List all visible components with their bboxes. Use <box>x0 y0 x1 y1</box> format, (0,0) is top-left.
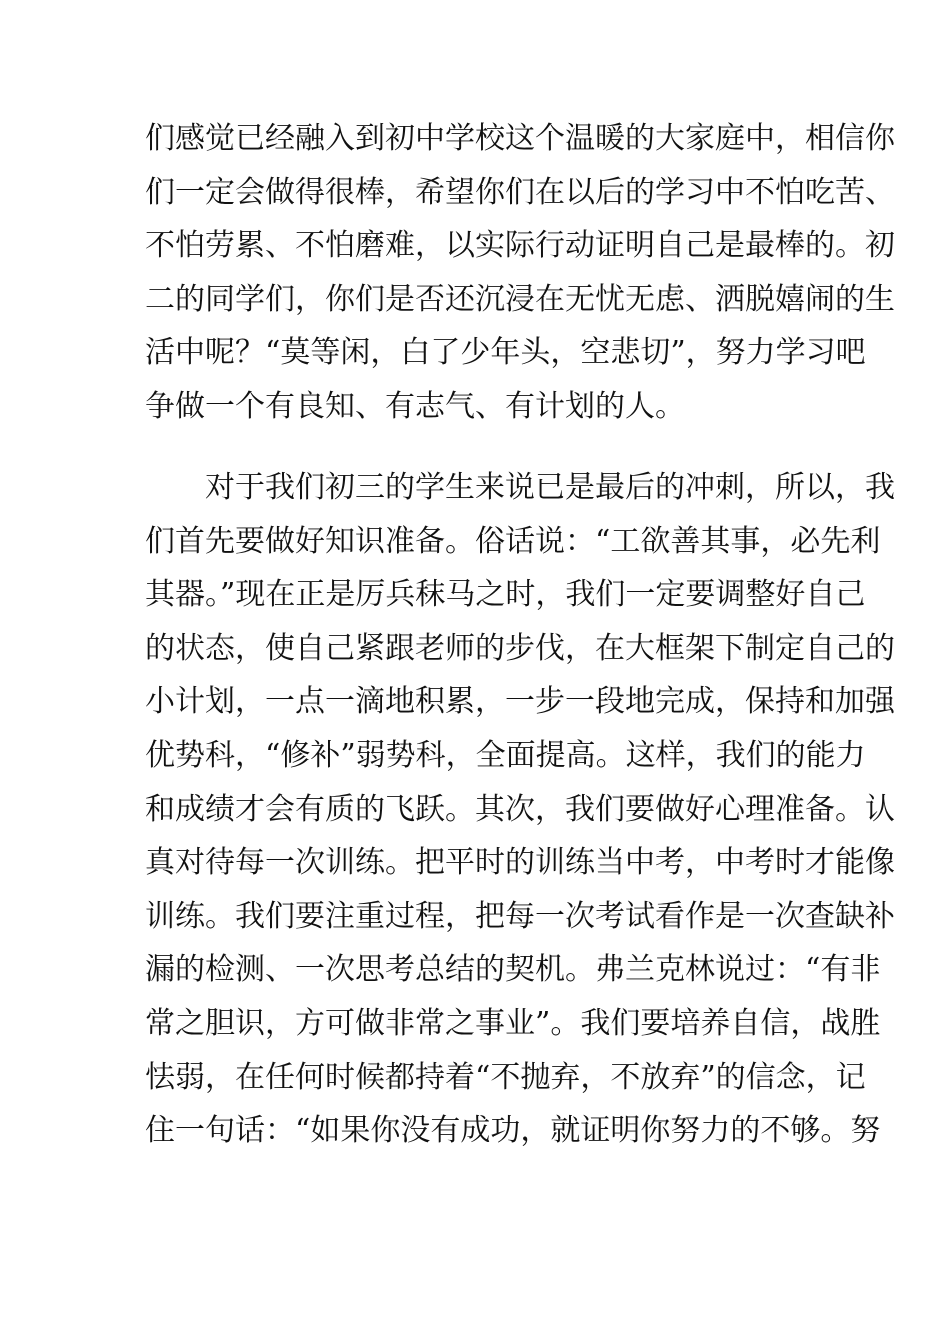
text-line: 和成绩才会有质的飞跃。其次，我们要做好心理准备。认 <box>145 791 895 827</box>
text-line: 常之胆识，方可做非常之事业”。我们要培养自信，战胜 <box>145 1005 881 1041</box>
text-line: 不怕劳累、不怕磨难，以实际行动证明自己是最棒的。初 <box>145 228 895 264</box>
text-line: 训练。我们要注重过程，把每一次考试看作是一次查缺补 <box>145 898 895 934</box>
text-line: 漏的检测、一次思考总结的契机。弗兰克林说过：“有非 <box>145 952 881 988</box>
text-line: 争做一个有良知、有志气、有计划的人。 <box>145 388 685 424</box>
text-line: 其器。”现在正是厉兵秣马之时，我们一定要调整好自己 <box>145 577 866 613</box>
text-line: 二的同学们，你们是否还沉浸在无忧无虑、洒脱嬉闹的生 <box>145 281 895 317</box>
text-line: 们感觉已经融入到初中学校这个温暖的大家庭中，相信你 <box>145 121 895 156</box>
paragraph-1 <box>145 112 895 434</box>
text-line: 小计划，一点一滴地积累，一步一段地完成，保持和加强 <box>145 684 895 720</box>
text-line: 们首先要做好知识准备。俗话说：“工欲善其事，必先利 <box>145 523 881 559</box>
text-line: 住一句话：“如果你没有成功，就证明你努力的不够。努 <box>145 1113 881 1149</box>
text-line: 真对待每一次训练。把平时的训练当中考，中考时才能像 <box>145 845 895 881</box>
text-line: 怯弱，在任何时候都持着“不抛弃，不放弃”的信念，记 <box>145 1059 866 1095</box>
text-line: 对于我们初三的学生来说已是最后的冲刺，所以，我 <box>205 470 895 505</box>
text-line: 的状态，使自己紧跟老师的步伐，在大框架下制定自己的 <box>145 630 895 666</box>
text-line: 们一定会做得很棒，希望你们在以后的学习中不怕吃苦、 <box>145 174 895 210</box>
paragraph-2 <box>145 461 895 1158</box>
text-line: 活中呢？“莫等闲，白了少年头，空悲切”，努力学习吧 <box>145 335 866 371</box>
text-line: 优势科，“修补”弱势科，全面提高。这样，我们的能力 <box>145 737 866 773</box>
